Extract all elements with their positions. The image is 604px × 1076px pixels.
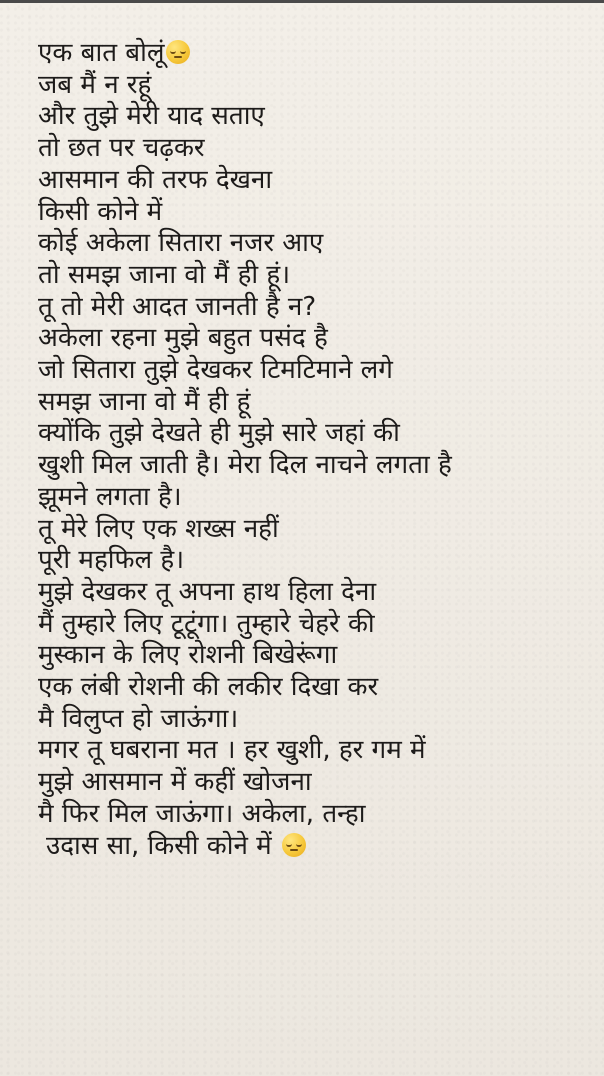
poem-line-25: मै फिर मिल जाऊंगा। अकेला, तन्हा — [38, 798, 366, 829]
poem-line-1 — [38, 38, 594, 70]
poem-line-26-text: उदास सा, किसी कोने में — [46, 830, 272, 861]
poem-line-19: मैं तुम्हारे लिए टूटूंगा। तुम्हारे चेहरे की — [38, 608, 375, 639]
poem-line-5: आसमान की तरफ देखना — [38, 164, 273, 195]
poem-line-26 — [38, 831, 594, 863]
poem-line-6: किसी कोने में — [38, 196, 163, 227]
poem-line-8: तो समझ जाना वो मैं ही हूं। — [38, 259, 291, 290]
poem-line-21: एक लंबी रोशनी की लकीर दिखा कर — [38, 672, 379, 703]
poem-line-10: अकेला रहना मुझे बहुत पसंद है — [38, 323, 328, 354]
poem-line-16: तू मेरे लिए एक शख्स नहीं — [38, 513, 279, 544]
poem-line-15: झूमने लगता है। — [38, 481, 182, 512]
poem-line-23: मगर तू घबराना मत । हर खुशी, हर गम में — [38, 735, 426, 766]
poem-line-12: समझ जाना वो मैं ही हूं — [38, 386, 251, 417]
poem-line-18: मुझे देखकर तू अपना हाथ हिला देना — [38, 576, 377, 607]
poem-line-14: खुशी मिल जाती है। मेरा दिल नाचने लगता है — [38, 450, 452, 481]
poem-line-22: मै विलुप्त हो जाऊंगा। — [38, 703, 239, 734]
poem-line-4: तो छत पर चढ़कर — [38, 133, 205, 164]
poem-line-13: क्योंकि तुझे देखते ही मुझे सारे जहां की — [38, 418, 400, 449]
pensive-face-icon — [282, 833, 306, 857]
poem-line-2: जब मैं न रहूं — [38, 69, 152, 100]
poem-line-9: तू तो मेरी आदत जानती है न? — [38, 291, 317, 322]
pensive-face-icon — [166, 40, 190, 64]
poem-line-1-text: एक बात बोलूं — [38, 38, 165, 68]
poem-line-24: मुझे आसमान में कहीं खोजना — [38, 767, 312, 798]
poem-line-17: पूरी महफिल है। — [38, 545, 185, 576]
poem-line-11: जो सितारा तुझे देखकर टिमटिमाने लगे — [38, 355, 393, 386]
poem-line-7: कोई अकेला सितारा नजर आए — [38, 228, 324, 259]
poem-line-20: मुस्कान के लिए रोशनी बिखेरूंगा — [38, 640, 338, 671]
poem-text — [38, 38, 594, 862]
top-border — [0, 0, 604, 3]
poem-line-3: और तुझे मेरी याद सताए — [38, 101, 265, 132]
